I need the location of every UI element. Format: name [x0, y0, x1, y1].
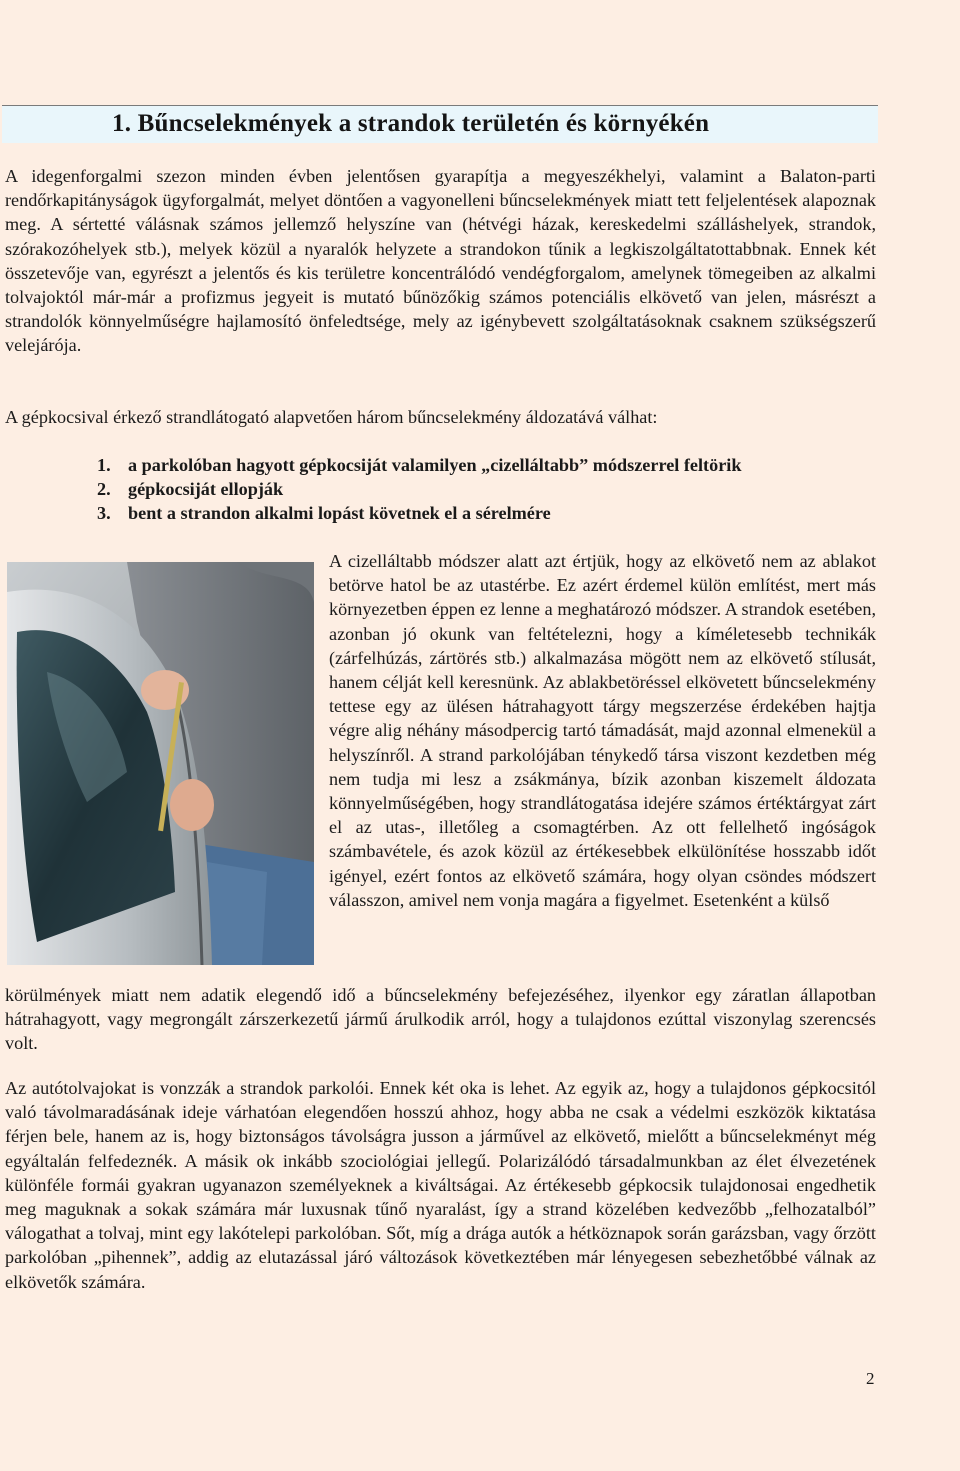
list-item-number: 1.	[97, 455, 111, 475]
car-break-in-photo	[7, 562, 314, 965]
car-theft-paragraph: Az autótolvajokat is vonzzák a strandok parkolói. Ennek két oka is lehet. Az egyik az, hogy a tulajdonos gépkocsitól való távolmaradásának ideje várhatóan elegendően hosszú ahhoz, hogy abba ne csak a védelmi eszközök kiktatása férjen bele, hanem az is, hogy biztonságos távolságra jusson a járművel az elkövető, mielőtt a bűncselekményt még egyáltalán felfedeznék. A másik ok inkább szociológiai jellegű. Polarizálódó társadalmunkban az élet élvezetének különféle formái gyakran ugyanazon személyeknek a kiváltságai. Az értékesebb gépkocsik tulajdonosai engedhetik meg maguknak a sokak számára már luxusnak tűnő nyaralást, így a strand közelében kedvezőbb „felhozatalból” válogathat a tolvaj, mint egy lakótelepi parkolóban. Sőt, míg a drága autók a hétköznapok során garázsban, vagy őrzött parkolóban „pihennek”, addig az elutazással járó változások következtében már lényegesen sebezhetőbbé válnak az elkövetők számára.	[5, 1078, 876, 1292]
list-item-text: gépkocsiját ellopják	[128, 479, 284, 500]
list-item-text: a parkolóban hagyott gépkocsiját valamilyen „cizelláltabb” módszerrel feltörik	[128, 455, 742, 475]
method-paragraph-continued: körülmények miatt nem adatik elegendő idő a bűncselekmény befejezéséhez, ilyenkor egy záratlan állapotban hátrahagyott, vagy megrongált zárszerkezetű jármű árulkodik arról, hogy a tulajdonos ezúttal viszonylag szerencsés volt.	[5, 985, 876, 1054]
crime-types-list	[97, 453, 741, 526]
list-item-number: 3.	[97, 503, 111, 524]
list-item-text: bent a strandon alkalmi lopást követnek el a sérelmére	[128, 503, 551, 524]
list-item	[97, 453, 741, 477]
list-intro-paragraph: A gépkocsival érkező strandlátogató alapvetően három bűncselekmény áldozatává válhat:	[5, 407, 658, 427]
page-number: 2	[866, 1369, 875, 1388]
list-item	[97, 501, 741, 525]
list-item	[97, 477, 741, 501]
intro-paragraph: A idegenforgalmi szezon minden évben jelentősen gyarapítja a megyeszékhelyi, valamint a Balaton-parti rendőrkapitányságok ügyforgalmát, melyet döntően a vagyonelleni bűncselekmények miatt tett feljelentések alapoznak meg. A sértetté válásnak számos jellemző helyszíne van (hétvégi házak, kereskedelmi szálláshelyek, strandok, szórakozóhelyek stb.), melyek közül a nyaralók helyzete a strandokon tűnik a legkiszolgáltatottabbnak. Ennek két összetevője van, egyrészt a jelentős és kis területre koncentrálódó vendégforgalom, amelynek tömegeiben az alkalmi tolvajoktól már-már a profizmus jegyeit is mutató bűnözőkig számos potenciális elkövető van jelen, másrészt a strandolók könnyelműségre hajlamosító önfeledtsége, mely az igénybevett szolgáltatásoknak csaknem szükségszerű velejárója.	[5, 166, 876, 356]
list-item-number: 2.	[97, 479, 111, 500]
section-heading: 1. Bűncselekmények a strandok területén és környékén	[112, 110, 710, 137]
method-paragraph: A cizelláltabb módszer alatt azt értjük, hogy az elkövető nem az ablakot betörve hatol be az utastérbe. Ez azért érdemel külön említést, mert más környezetben éppen ez lenne a meghatározó módszer. A strandok esetében, azonban jó okunk van feltételezni, hogy a kíméletesebb technikák (zárfelhúzás, zártörés stb.) alkalmazása mögött nem az elkövető stílusát, hanem célját kell keresnünk. Az ablakbetöréssel elkövetett bűncselekmény tettese egy az ülésen hátrahagyott tárgy megszerzése érdekében hajtja végre alig néhány másodpercig tartó támadását, majd azonnal elmenekül a helyszínről. A strand parkolójában ténykedő társa viszont kezdetben még nem tudja mi lesz a zsákmánya, bízik azonban kiszemelt áldozata könnyelműségében, hogy strandlátogatása idejére számos értéktárgyat zárt el az utas-, illetőleg a csomagtérben. Az ott fellelhető ingóságok számbavétele, és azok közül az értékesebbek elkülönítése hosszabb időt igényel, ezért fontos az elkövető számára, hogy olyan csöndes módszert válasszon, amivel nem vonja magára a figyelmet. Esetenként a külső	[329, 551, 876, 910]
